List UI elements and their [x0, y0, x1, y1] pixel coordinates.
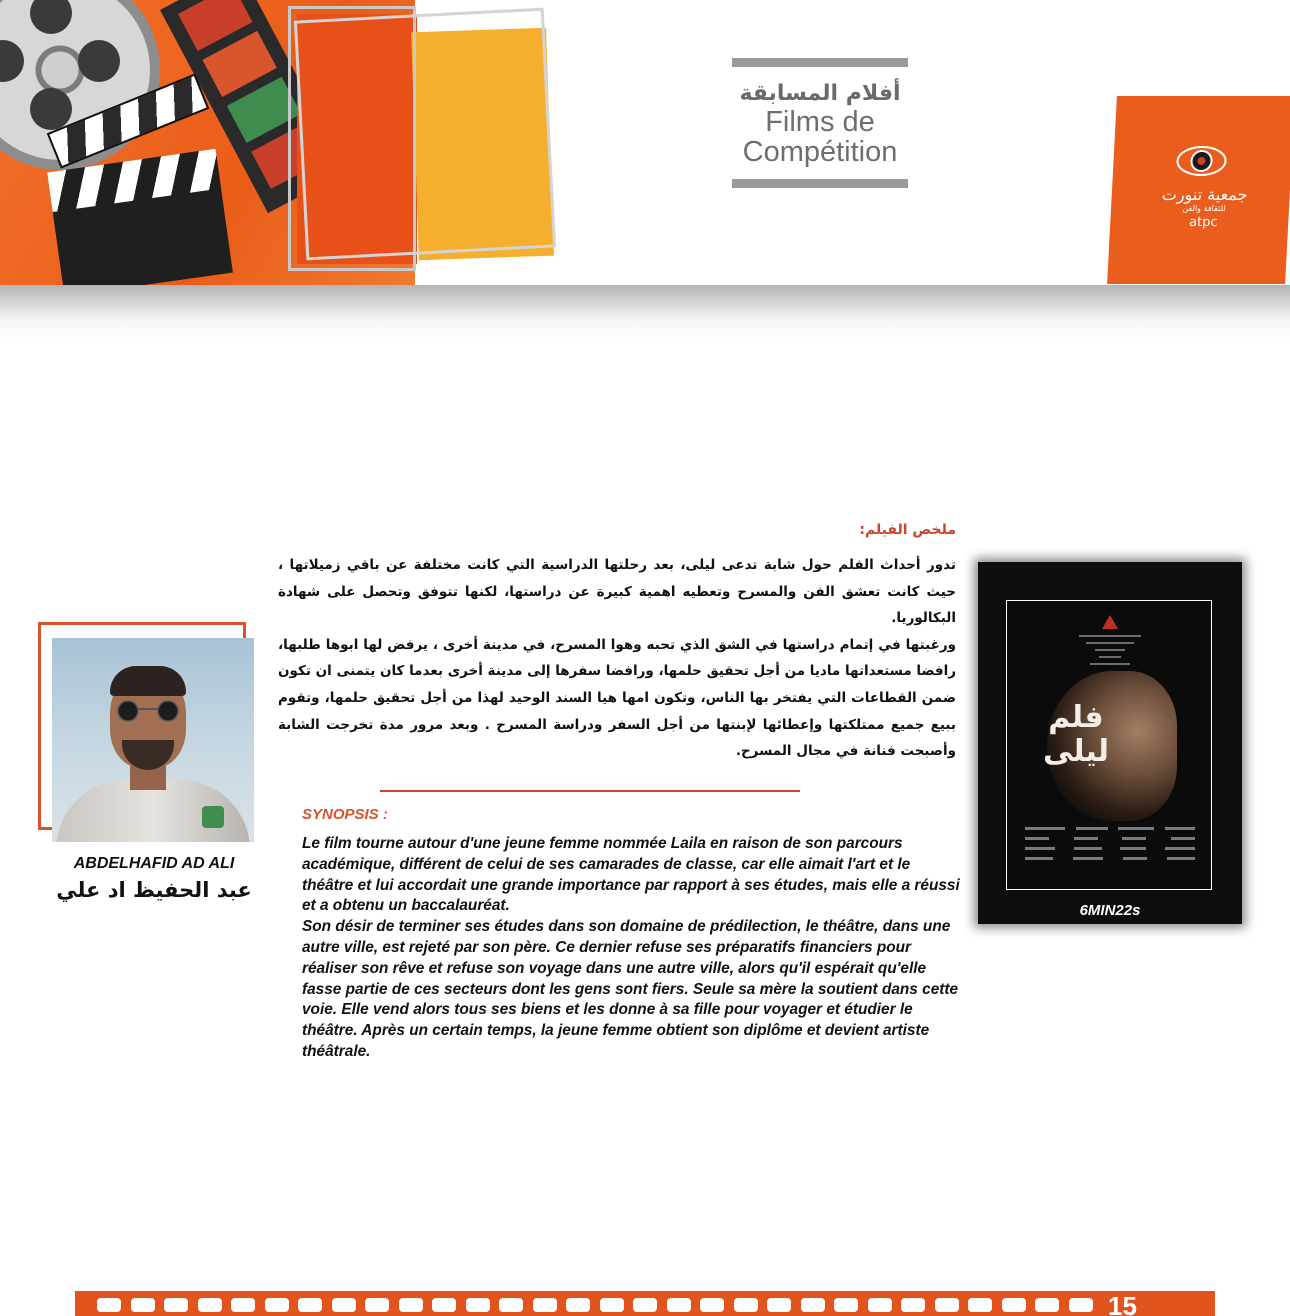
poster-emblem-icon	[1099, 613, 1121, 631]
film-hole-icon	[164, 1298, 188, 1312]
section-divider	[380, 790, 800, 792]
film-duration: 6MIN22s	[1079, 902, 1141, 919]
footer-filmstrip	[75, 1291, 1215, 1316]
title-bar-bottom	[732, 179, 908, 188]
page-number: 15	[1108, 1291, 1137, 1316]
decor-frame-outline-2	[294, 8, 556, 261]
title-bar-top	[732, 58, 908, 67]
camera-eye-icon	[1174, 141, 1228, 181]
synopsis-heading: SYNOPSIS :	[302, 806, 388, 823]
summary-paragraph: تدور أحداث الفلم حول شابة تدعى ليلى، بعد رحلتها الدراسية التي كانت مختلفة عن باقي زميلاتها ، حيث كانت تعشق الفن والمسرح وتعطيه اهمية كبيرة عن دراستها، لكنها تتوفق وتحصل على شهادة البكالوريا.	[278, 557, 956, 627]
film-hole-icon	[499, 1298, 523, 1312]
film-poster	[978, 562, 1242, 924]
film-hole-icon	[1002, 1298, 1026, 1312]
synopsis-paragraph: Son désir de terminer ses études dans son domaine de prédilection, le théâtre, dans une autre ville, est rejeté par son père. Ce dernier refuse ses préparatifs financiers pour réaliser son rêve et refuse son voyage dans une autre ville, alors qu'il espérait qu'elle fasse partie de ces secteurs dont les gens sont fiers. Seule sa mère la soutient dans cette voie. Elle vend alors tous ses biens et les donne à sa fille pour voyager et étudier le théâtre. Après un certain temps, la jeune femme obtient son diplôme et devient artiste théâtrale.	[302, 918, 959, 1060]
synopsis-body	[302, 834, 962, 1063]
summary-paragraph: ورغبتها في إتمام دراستها في الشق الذي تحبه وهوا المسرح، في مدينة أخرى ، يرفض لها ابوها طلبها، رافضا مستعداتها ماديا من أجل تحقيق حلمها، ورافضا سفرها إلى مدينة أخرى بعدما كان يتمنى ان تكون ضمن القطاعات التي يفتخر بها الناس، وتكون امها هيا السند الوحيد لهذا من أجل تحقيق حلمها، وتقوم ببيع جميع ممتلكتها وإعطائها لإبنتها من أجل السفر ودراسة المسرح . وبعد مرور مدة تخرجت الشابة وأصبحت فنانة في مجال المسرح.	[278, 636, 956, 760]
film-hole-icon	[231, 1298, 255, 1312]
film-hole-icon	[935, 1298, 959, 1312]
poster-title-line1: فلم	[1048, 700, 1104, 735]
film-hole-icon	[633, 1298, 657, 1312]
film-hole-icon	[97, 1298, 121, 1312]
film-hole-icon	[399, 1298, 423, 1312]
film-hole-icon	[968, 1298, 992, 1312]
film-hole-icon	[265, 1298, 289, 1312]
header-banner	[0, 0, 1290, 285]
film-hole-icon	[801, 1298, 825, 1312]
sunglasses-icon	[108, 700, 188, 722]
film-hole-icon	[198, 1298, 222, 1312]
logo-text	[1138, 186, 1270, 232]
banner-shadow	[0, 285, 1290, 345]
logo-acronym: atpc	[1188, 215, 1218, 230]
film-hole-icon	[667, 1298, 691, 1312]
director-photo	[52, 638, 254, 842]
film-hole-icon	[600, 1298, 624, 1312]
section-title-arabic: أفلام المسابقة	[739, 81, 901, 106]
film-hole-icon	[868, 1298, 892, 1312]
clapperboard-icon	[47, 149, 233, 285]
section-title-french-line1: Films de	[765, 106, 875, 138]
poster-credits-top	[1077, 635, 1143, 670]
film-hole-icon	[1069, 1298, 1093, 1312]
director-name-arabic: عبد الحفيظ اد علي	[56, 878, 252, 902]
film-hole-icon	[767, 1298, 791, 1312]
film-hole-icon	[734, 1298, 758, 1312]
director-name-latin: ABDELHAFID AD ALI	[73, 855, 235, 872]
film-hole-icon	[298, 1298, 322, 1312]
film-hole-icon	[700, 1298, 724, 1312]
film-hole-icon	[131, 1298, 155, 1312]
section-title-french-line2: Compétition	[742, 136, 898, 168]
film-hole-icon	[901, 1298, 925, 1312]
film-hole-icon	[1035, 1298, 1059, 1312]
poster-frame	[1006, 600, 1212, 890]
logo-text-arabic: جمعية تنورت	[1161, 185, 1249, 204]
poster-title	[1041, 701, 1111, 769]
film-hole-icon	[466, 1298, 490, 1312]
film-hole-icon	[533, 1298, 557, 1312]
poster-credits-bottom	[1025, 827, 1195, 867]
poster-title-line2: ليلى	[1042, 734, 1110, 769]
film-hole-icon	[834, 1298, 858, 1312]
film-hole-icon	[432, 1298, 456, 1312]
summary-heading-arabic: ملخص الفيلم:	[859, 522, 956, 538]
logo-text-small: للثقافة والفن	[1182, 204, 1226, 213]
synopsis-paragraph: Le film tourne autour d'une jeune femme nommée Laila en raison de son parcours académique, différent de celui de ses camarades de classe, car elle aimait l'art et le théâtre et lui accordait une grande importance par rapport à ses études, mais elle a réussi et a obtenu un baccalauréat.	[302, 835, 960, 915]
film-hole-icon	[332, 1298, 356, 1312]
section-title	[732, 58, 908, 188]
summary-body-arabic	[278, 552, 956, 765]
film-hole-icon	[566, 1298, 590, 1312]
association-logo	[1107, 96, 1290, 284]
film-hole-icon	[365, 1298, 389, 1312]
